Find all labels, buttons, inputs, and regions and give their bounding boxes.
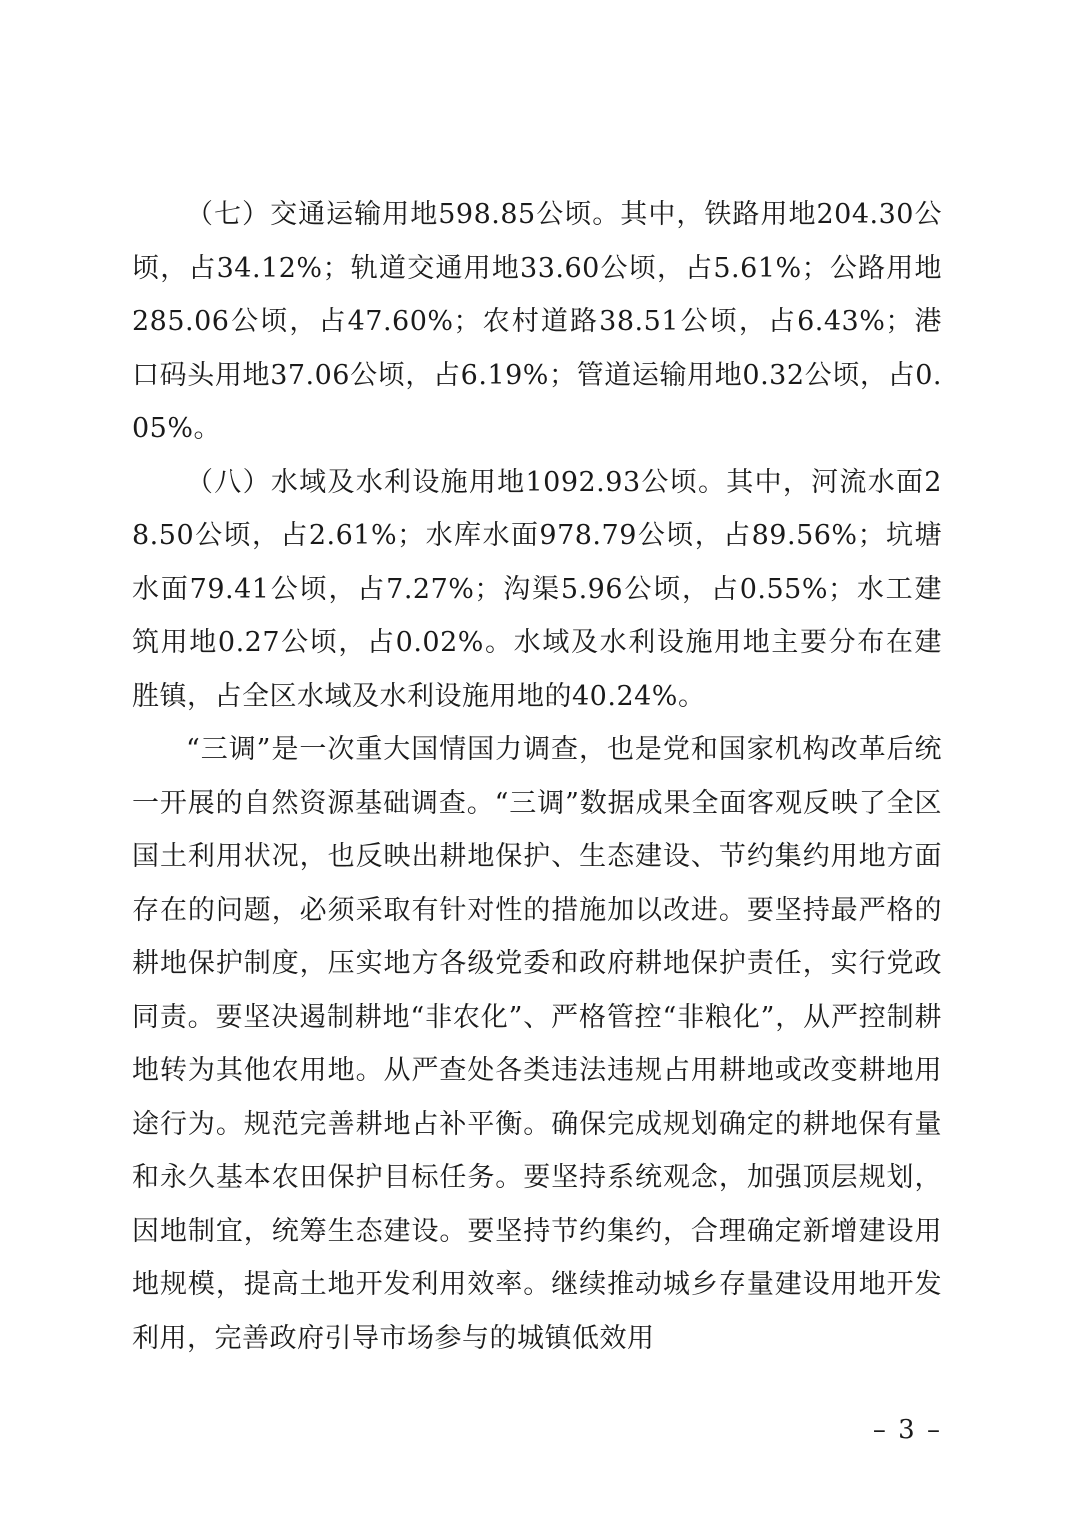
body-text <box>132 188 942 1365</box>
paragraph-survey-summary: “三调”是一次重大国情国力调查，也是党和国家机构改革后统一开展的自然资源基础调查。“三调”数据成果全面客观反映了全区国土利用状况，也反映出耕地保护、生态建设、节约集约用地方面存在的问题，必须采取有针对性的措施加以改进。要坚持最严格的耕地保护制度，压实地方各级党委和政府耕地保护责任，实行党政同责。要坚决遏制耕地“非农化”、严格管控“非粮化”，从严控制耕地转为其他农用地。从严查处各类违法违规占用耕地或改变耕地用途行为。规范完善耕地占补平衡。确保完成规划确定的耕地保有量和永久基本农田保护目标任务。要坚持系统观念，加强顶层规划，因地制宜，统筹生态建设。要坚持节约集约，合理确定新增建设用地规模，提高土地开发利用效率。继续推动城乡存量建设用地开发利用，完善政府引导市场参与的城镇低效用 <box>132 734 942 1354</box>
paragraph-water-land: （八）水域及水利设施用地1092.93公顷。其中，河流水面28.50公顷，占2.61%；水库水面978.79公顷，占89.56%；坑塘水面79.41公顷，占7.27%；沟渠5.96公顷，占0.55%；水工建筑用地0.27公顷，占0.02%。水域及水利设施用地主要分布在建胜镇，占全区水域及水利设施用地的40.24%。 <box>132 466 942 712</box>
page-number: – 3 – <box>872 1415 942 1445</box>
paragraph-transport-land: （七）交通运输用地598.85公顷。其中，铁路用地204.30公顷，占34.12%；轨道交通用地33.60公顷，占5.61%；公路用地285.06公顷，占47.60%；农村道路38.51公顷，占6.43%；港口码头用地37.06公顷，占6.19%；管道运输用地0.32公顷，占0.05%。 <box>132 199 942 444</box>
